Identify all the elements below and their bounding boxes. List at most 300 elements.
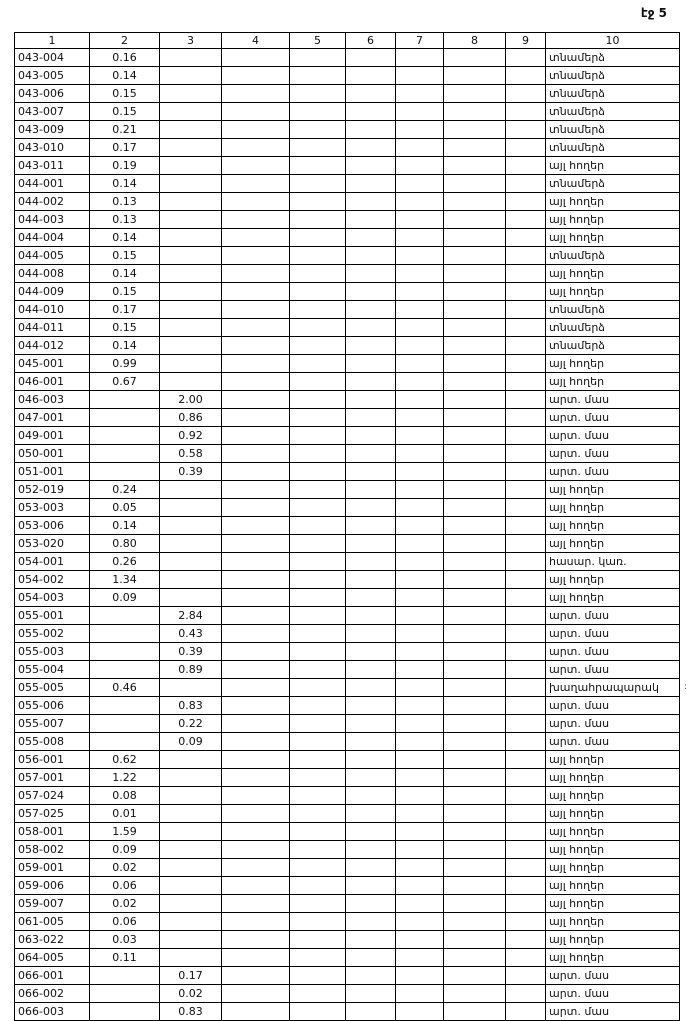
- table-cell: [222, 841, 290, 859]
- table-cell: [506, 661, 546, 679]
- table-cell: [444, 211, 506, 229]
- table-cell: [346, 301, 396, 319]
- table-cell: [444, 985, 506, 1003]
- table-cell: 0.83: [160, 697, 222, 715]
- table-cell: 1.22: [90, 769, 160, 787]
- table-row: [15, 535, 680, 553]
- table-cell: [346, 409, 396, 427]
- table-cell: [160, 877, 222, 895]
- column-header: 7: [396, 33, 444, 49]
- table-cell: [222, 229, 290, 247]
- table-cell: [346, 715, 396, 733]
- table-cell: արտ. մաս: [546, 697, 680, 715]
- table-cell: [444, 895, 506, 913]
- table-cell: [160, 823, 222, 841]
- table-cell: [160, 553, 222, 571]
- table-cell: [444, 499, 506, 517]
- table-cell: [160, 175, 222, 193]
- table-cell: 0.09: [90, 841, 160, 859]
- table-cell: [396, 643, 444, 661]
- table-cell: [396, 697, 444, 715]
- table-cell: [396, 373, 444, 391]
- table-cell: [444, 859, 506, 877]
- table-row: [15, 967, 680, 985]
- table-cell: [506, 715, 546, 733]
- table-cell: [346, 175, 396, 193]
- table-cell: [290, 229, 346, 247]
- table-cell: [290, 967, 346, 985]
- table-cell: [346, 697, 396, 715]
- table-cell: 058-002: [15, 841, 90, 859]
- table-cell: [290, 625, 346, 643]
- table-cell: [506, 337, 546, 355]
- table-cell: 057-024: [15, 787, 90, 805]
- table-cell: [506, 571, 546, 589]
- table-cell: 043-005: [15, 67, 90, 85]
- table-cell: [444, 805, 506, 823]
- table-cell: այլ հողեր: [546, 229, 680, 247]
- table-cell: [444, 301, 506, 319]
- table-cell: 043-004: [15, 49, 90, 67]
- table-cell: [290, 535, 346, 553]
- table-cell: [160, 751, 222, 769]
- table-cell: [506, 769, 546, 787]
- table-cell: [222, 805, 290, 823]
- table-cell: [160, 103, 222, 121]
- table-cell: [160, 481, 222, 499]
- table-cell: [506, 697, 546, 715]
- table-cell: [396, 301, 444, 319]
- table-cell: [444, 679, 506, 697]
- table-cell: [396, 949, 444, 967]
- table-cell: 0.24: [90, 481, 160, 499]
- table-cell: [444, 661, 506, 679]
- table-cell: [396, 913, 444, 931]
- table-cell: [160, 355, 222, 373]
- margin-mark: :: [683, 682, 687, 692]
- table-cell: [396, 625, 444, 643]
- table-cell: [506, 481, 546, 499]
- table-cell: [506, 355, 546, 373]
- table-cell: [222, 967, 290, 985]
- table-cell: 0.58: [160, 445, 222, 463]
- table-cell: [290, 445, 346, 463]
- table-cell: [444, 715, 506, 733]
- table-cell: [396, 877, 444, 895]
- table-cell: 0.17: [160, 967, 222, 985]
- table-cell: [396, 121, 444, 139]
- table-cell: [396, 265, 444, 283]
- table-cell: [396, 607, 444, 625]
- table-cell: տնամերձ: [546, 247, 680, 265]
- table-cell: 044-012: [15, 337, 90, 355]
- table-cell: [290, 517, 346, 535]
- table-cell: [506, 85, 546, 103]
- table-cell: [346, 589, 396, 607]
- table-row: [15, 841, 680, 859]
- table-cell: [396, 571, 444, 589]
- table-cell: [506, 463, 546, 481]
- table-cell: [444, 643, 506, 661]
- table-cell: 0.39: [160, 463, 222, 481]
- table-row: [15, 751, 680, 769]
- table-row: [15, 607, 680, 625]
- table-cell: [396, 49, 444, 67]
- table-row: [15, 121, 680, 139]
- table-cell: 0.67: [90, 373, 160, 391]
- table-cell: [346, 751, 396, 769]
- table-cell: [346, 319, 396, 337]
- table-cell: 0.46: [90, 679, 160, 697]
- table-cell: [346, 787, 396, 805]
- table-cell: [444, 139, 506, 157]
- table-cell: 044-011: [15, 319, 90, 337]
- table-cell: [396, 319, 444, 337]
- table-cell: [346, 805, 396, 823]
- table-cell: արտ. մաս: [546, 463, 680, 481]
- table-cell: այլ հողեր: [546, 535, 680, 553]
- table-cell: արտ. մաս: [546, 445, 680, 463]
- table-cell: [506, 121, 546, 139]
- table-cell: [396, 967, 444, 985]
- table-cell: [444, 949, 506, 967]
- table-cell: [346, 895, 396, 913]
- table-cell: [396, 481, 444, 499]
- table-cell: այլ հողեր: [546, 481, 680, 499]
- table-row: [15, 571, 680, 589]
- table-cell: 0.17: [90, 301, 160, 319]
- table-cell: [444, 409, 506, 427]
- table-cell: [290, 589, 346, 607]
- table-cell: 0.06: [90, 913, 160, 931]
- table-row: [15, 859, 680, 877]
- table-cell: [396, 103, 444, 121]
- table-cell: 0.02: [90, 859, 160, 877]
- table-cell: [160, 535, 222, 553]
- table-cell: 0.15: [90, 85, 160, 103]
- table-cell: [290, 877, 346, 895]
- table-cell: [290, 391, 346, 409]
- table-cell: [444, 229, 506, 247]
- table-cell: այլ հողեր: [546, 193, 680, 211]
- table-cell: [396, 67, 444, 85]
- column-header: 8: [444, 33, 506, 49]
- table-cell: [506, 931, 546, 949]
- table-cell: 0.26: [90, 553, 160, 571]
- table-cell: այլ հողեր: [546, 913, 680, 931]
- page-number: էջ 5: [640, 6, 667, 20]
- table-cell: [506, 643, 546, 661]
- table-cell: 050-001: [15, 445, 90, 463]
- table-cell: [444, 67, 506, 85]
- table-row: [15, 157, 680, 175]
- column-header: 2: [90, 33, 160, 49]
- table-cell: [290, 355, 346, 373]
- table-cell: [346, 373, 396, 391]
- table-row: [15, 193, 680, 211]
- table-cell: 056-001: [15, 751, 90, 769]
- table-cell: [160, 517, 222, 535]
- table-cell: այլ հողեր: [546, 355, 680, 373]
- table-cell: [506, 283, 546, 301]
- table-cell: [396, 337, 444, 355]
- table-cell: 055-004: [15, 661, 90, 679]
- table-row: [15, 787, 680, 805]
- table-cell: 044-002: [15, 193, 90, 211]
- table-body: [15, 49, 680, 1021]
- table-cell: [346, 841, 396, 859]
- table-cell: [346, 571, 396, 589]
- table-cell: [222, 409, 290, 427]
- table-cell: [444, 733, 506, 751]
- table-cell: [396, 517, 444, 535]
- table-cell: [160, 337, 222, 355]
- table-cell: [290, 49, 346, 67]
- table-row: [15, 823, 680, 841]
- table-cell: [396, 661, 444, 679]
- table-cell: [90, 697, 160, 715]
- table-cell: [396, 895, 444, 913]
- table-cell: [346, 949, 396, 967]
- table-row: [15, 931, 680, 949]
- table-cell: [160, 121, 222, 139]
- table-cell: [90, 445, 160, 463]
- table-cell: [396, 1003, 444, 1021]
- table-cell: [444, 913, 506, 931]
- table-cell: [222, 121, 290, 139]
- table-cell: [506, 949, 546, 967]
- table-cell: [346, 49, 396, 67]
- table-cell: տնամերձ: [546, 139, 680, 157]
- table-cell: [222, 697, 290, 715]
- table-cell: արտ. մաս: [546, 733, 680, 751]
- table-cell: [90, 733, 160, 751]
- table-cell: այլ հողեր: [546, 877, 680, 895]
- table-cell: [222, 607, 290, 625]
- table-cell: 0.15: [90, 103, 160, 121]
- table-cell: [396, 715, 444, 733]
- table-cell: [160, 805, 222, 823]
- table-cell: այլ հողեր: [546, 787, 680, 805]
- table-cell: [290, 661, 346, 679]
- table-row: [15, 1003, 680, 1021]
- table-cell: [90, 1003, 160, 1021]
- table-cell: [222, 661, 290, 679]
- table-cell: [444, 85, 506, 103]
- table-cell: [222, 769, 290, 787]
- table-cell: [444, 841, 506, 859]
- table-cell: [222, 427, 290, 445]
- table-cell: [506, 157, 546, 175]
- table-cell: 044-005: [15, 247, 90, 265]
- parcel-table: [14, 32, 680, 1021]
- table-cell: տնամերձ: [546, 103, 680, 121]
- table-cell: 053-003: [15, 499, 90, 517]
- table-cell: [160, 769, 222, 787]
- table-cell: [222, 949, 290, 967]
- table-cell: [90, 607, 160, 625]
- table-row: [15, 463, 680, 481]
- table-cell: [222, 823, 290, 841]
- table-cell: [506, 517, 546, 535]
- table-cell: [506, 193, 546, 211]
- table-cell: [346, 517, 396, 535]
- table-cell: [160, 283, 222, 301]
- table-cell: [222, 157, 290, 175]
- table-cell: [444, 931, 506, 949]
- table-cell: [444, 319, 506, 337]
- table-cell: [396, 805, 444, 823]
- table-cell: տնամերձ: [546, 319, 680, 337]
- table-cell: [346, 967, 396, 985]
- table-cell: [444, 265, 506, 283]
- table-cell: 044-008: [15, 265, 90, 283]
- table-cell: [222, 463, 290, 481]
- table-cell: [290, 787, 346, 805]
- table-cell: [396, 409, 444, 427]
- table-cell: 064-005: [15, 949, 90, 967]
- table-row: [15, 283, 680, 301]
- table-cell: [346, 103, 396, 121]
- table-cell: 0.15: [90, 319, 160, 337]
- table-cell: [160, 193, 222, 211]
- table-cell: [346, 859, 396, 877]
- table-cell: 053-006: [15, 517, 90, 535]
- table-cell: [290, 769, 346, 787]
- table-cell: [396, 787, 444, 805]
- table-cell: [222, 517, 290, 535]
- table-cell: [444, 553, 506, 571]
- table-cell: այլ հողեր: [546, 751, 680, 769]
- table-cell: այլ հողեր: [546, 211, 680, 229]
- table-cell: 0.15: [90, 283, 160, 301]
- table-cell: [444, 355, 506, 373]
- table-cell: [222, 445, 290, 463]
- table-cell: [222, 625, 290, 643]
- table-cell: [290, 301, 346, 319]
- table-cell: [346, 679, 396, 697]
- table-cell: [290, 643, 346, 661]
- table-cell: [396, 139, 444, 157]
- table-row: [15, 265, 680, 283]
- table-cell: 058-001: [15, 823, 90, 841]
- table-cell: 0.43: [160, 625, 222, 643]
- table-cell: [444, 103, 506, 121]
- table-cell: 049-001: [15, 427, 90, 445]
- table-cell: [160, 571, 222, 589]
- table-cell: [346, 481, 396, 499]
- table-cell: 066-002: [15, 985, 90, 1003]
- table-cell: այլ հողեր: [546, 373, 680, 391]
- table-cell: արտ. մաս: [546, 967, 680, 985]
- table-cell: [444, 697, 506, 715]
- column-header: 10: [546, 33, 680, 49]
- table-cell: [222, 1003, 290, 1021]
- table-cell: 0.17: [90, 139, 160, 157]
- table-cell: [290, 265, 346, 283]
- table-cell: [290, 139, 346, 157]
- table-cell: 059-007: [15, 895, 90, 913]
- table-cell: հասար. կառ.: [546, 553, 680, 571]
- table-cell: [444, 391, 506, 409]
- table-cell: [222, 211, 290, 229]
- table-row: [15, 499, 680, 517]
- table-cell: [222, 301, 290, 319]
- table-cell: [506, 589, 546, 607]
- table-cell: [160, 787, 222, 805]
- table-cell: [346, 391, 396, 409]
- table-cell: [506, 859, 546, 877]
- table-cell: [396, 859, 444, 877]
- table-cell: [346, 121, 396, 139]
- table-cell: [160, 913, 222, 931]
- table-cell: [506, 985, 546, 1003]
- table-cell: այլ հողեր: [546, 895, 680, 913]
- table-cell: այլ հողեր: [546, 823, 680, 841]
- table-cell: [346, 733, 396, 751]
- table-row: [15, 85, 680, 103]
- table-cell: 046-001: [15, 373, 90, 391]
- table-cell: [222, 193, 290, 211]
- table-cell: 045-001: [15, 355, 90, 373]
- table-cell: [90, 661, 160, 679]
- table-cell: [290, 481, 346, 499]
- table-cell: 0.62: [90, 751, 160, 769]
- table-cell: 066-003: [15, 1003, 90, 1021]
- table-cell: [222, 499, 290, 517]
- table-cell: 044-003: [15, 211, 90, 229]
- table-cell: [290, 373, 346, 391]
- table-cell: [444, 445, 506, 463]
- table-cell: [346, 661, 396, 679]
- table-cell: [160, 859, 222, 877]
- table-cell: [346, 427, 396, 445]
- table-cell: [506, 211, 546, 229]
- table-cell: խաղահրապարակ: [546, 679, 680, 697]
- table-cell: տնամերձ: [546, 67, 680, 85]
- table-cell: 055-005: [15, 679, 90, 697]
- column-header: 5: [290, 33, 346, 49]
- table-cell: [506, 445, 546, 463]
- table-cell: [222, 985, 290, 1003]
- table-cell: [222, 247, 290, 265]
- table-cell: 0.14: [90, 175, 160, 193]
- table-cell: [506, 391, 546, 409]
- table-row: [15, 409, 680, 427]
- table-cell: [90, 967, 160, 985]
- table-cell: արտ. մաս: [546, 607, 680, 625]
- table-cell: 051-001: [15, 463, 90, 481]
- table-cell: [506, 625, 546, 643]
- table-cell: [346, 877, 396, 895]
- table-cell: [222, 391, 290, 409]
- table-cell: այլ հողեր: [546, 841, 680, 859]
- column-header: 9: [506, 33, 546, 49]
- table-cell: 1.59: [90, 823, 160, 841]
- column-header: 4: [222, 33, 290, 49]
- table-cell: [506, 175, 546, 193]
- table-cell: [160, 211, 222, 229]
- table-cell: [290, 103, 346, 121]
- table-cell: [444, 49, 506, 67]
- table-cell: [290, 697, 346, 715]
- table-cell: 052-019: [15, 481, 90, 499]
- table-cell: 057-001: [15, 769, 90, 787]
- table-cell: [346, 247, 396, 265]
- table-cell: [160, 229, 222, 247]
- table-cell: [444, 607, 506, 625]
- table-cell: [396, 229, 444, 247]
